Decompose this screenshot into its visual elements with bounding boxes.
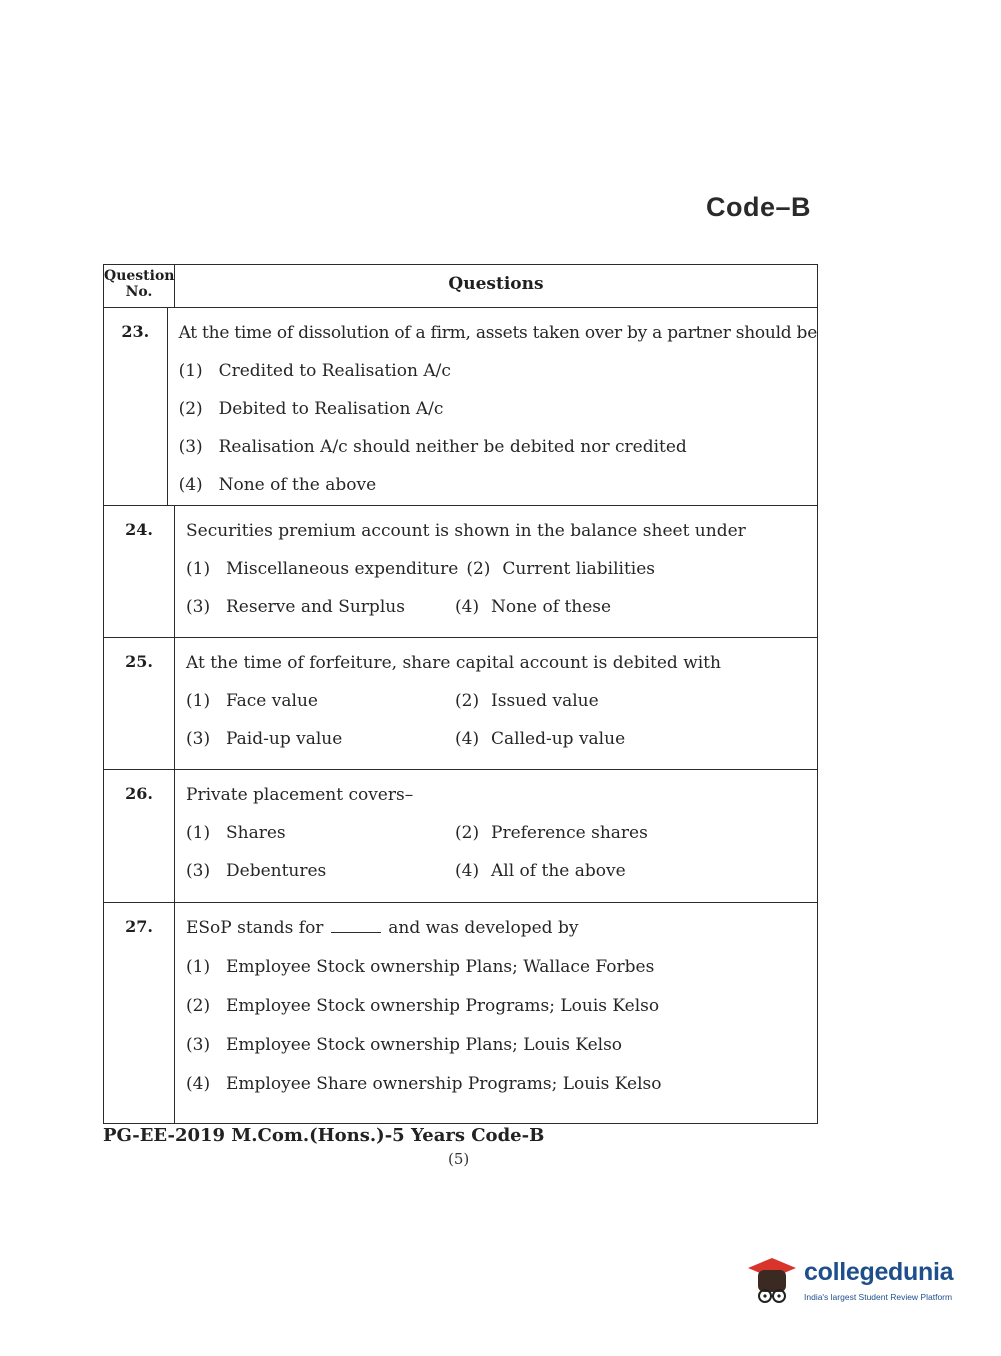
option: (2) Employee Stock ownership Programs; Louis Kelso (186, 996, 660, 1016)
question-number: 25. (104, 638, 175, 769)
question-table (103, 264, 818, 1124)
question-text: Securities premium account is shown in the balance sheet under (186, 521, 746, 541)
option: (4) None of the above (178, 475, 377, 495)
question-number: 27. (104, 903, 175, 1123)
option: (3) Paid-up value (186, 729, 343, 749)
page-number: (5) (448, 1150, 470, 1168)
header-questions: Questions (448, 274, 544, 294)
question-row-26 (104, 770, 817, 903)
option: (4) Employee Share ownership Programs; Louis Kelso (186, 1074, 662, 1094)
option: (2) Debited to Realisation A/c (178, 399, 444, 419)
option: (1) Employee Stock ownership Plans; Wallace Forbes (186, 957, 655, 977)
table-header (104, 265, 817, 308)
brand-tagline: India's largest Student Review Platform (804, 1292, 953, 1302)
option: (1) Shares (186, 823, 286, 843)
option: (2) Current liabilities (466, 559, 656, 579)
collegedunia-watermark (742, 1252, 972, 1312)
question-text: At the time of forfeiture, share capital account is debited with (186, 653, 721, 673)
question-row-27 (104, 903, 817, 1123)
option: (1) Miscellaneous expenditure (186, 559, 459, 579)
answer-blank (331, 918, 381, 933)
option: (4) None of these (455, 597, 612, 617)
mascot-icon (742, 1252, 802, 1312)
question-text: Private placement covers– (186, 785, 414, 805)
question-row-23 (104, 308, 817, 506)
question-text: At the time of dissolution of a firm, assets taken over by a partner should be (178, 323, 817, 343)
option: (1) Credited to Realisation A/c (178, 361, 451, 381)
question-number: 26. (104, 770, 175, 902)
option: (1) Face value (186, 691, 318, 711)
option: (3) Reserve and Surplus (186, 597, 405, 617)
question-row-25 (104, 638, 817, 770)
question-number: 23. (104, 308, 168, 505)
footer-code-line: PG-EE-2019 M.Com.(Hons.)-5 Years Code-B (103, 1125, 545, 1146)
option: (4) Called-up value (455, 729, 626, 749)
option: (2) Preference shares (455, 823, 648, 843)
question-text: ESoP stands for and was developed by (186, 918, 579, 938)
question-number: 24. (104, 506, 175, 637)
header-question-no: Question No. (104, 265, 175, 307)
option: (4) All of the above (455, 861, 626, 881)
code-label: Code–B (706, 192, 812, 222)
option: (3) Employee Stock ownership Plans; Louis Kelso (186, 1035, 623, 1055)
option: (2) Issued value (455, 691, 599, 711)
option: (3) Debentures (186, 861, 327, 881)
brand-name: collegedunia (804, 1258, 954, 1286)
option: (3) Realisation A/c should neither be debited nor credited (178, 437, 687, 457)
question-row-24 (104, 506, 817, 638)
